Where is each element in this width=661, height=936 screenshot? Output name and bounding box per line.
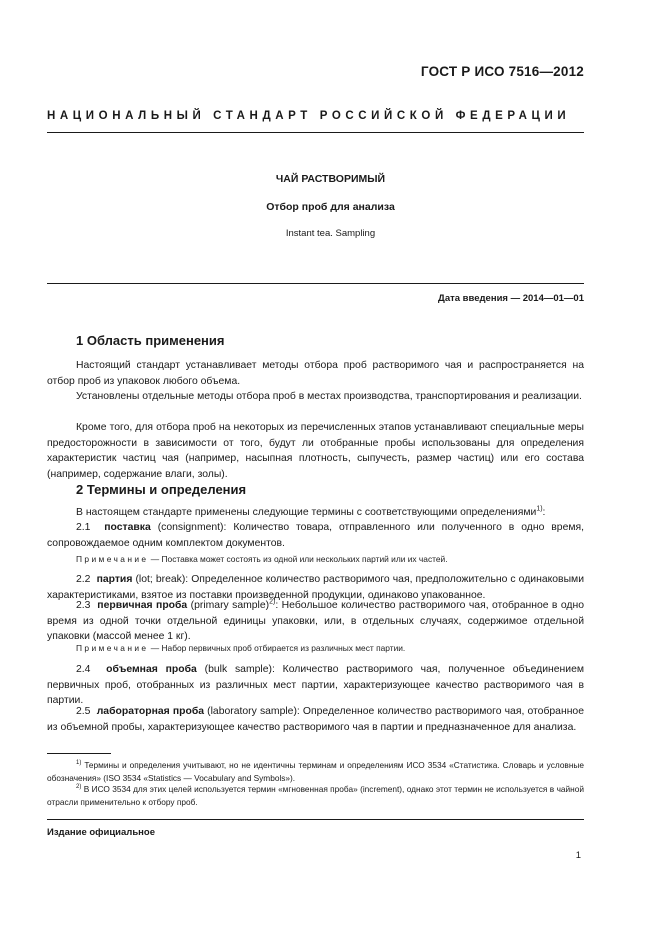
section-1-paragraph-3	[47, 420, 584, 482]
national-standard-banner: НАЦИОНАЛЬНЫЙ СТАНДАРТ РОССИЙСКОЙ ФЕДЕРАЦИИ	[47, 110, 571, 122]
section-2-intro	[47, 505, 584, 521]
document-subtitle: Отбор проб для анализа	[266, 201, 395, 213]
term-english: (primary sample)	[187, 600, 270, 611]
footnote-mark: 1)	[76, 760, 82, 767]
footnote-separator	[47, 753, 111, 754]
term-definition: : Небольшое количество растворимого чая, отобранное в одно время из одной точки отдельной единицы упаковки, или, в отдельных случаях, содержимое отдельной упаковки (массой менее 1 кг).	[47, 600, 585, 642]
note-label: Примечание	[76, 643, 149, 653]
term-definition: (lot; break): Определенное количество растворимого чая, предположительно с одинаковыми характеристиками, взятое из поставки произведенной продукции, одинаково упакованное.	[47, 574, 584, 601]
standard-code: ГОСТ Р ИСО 7516—2012	[420, 64, 584, 79]
english-title: Instant tea. Sampling	[285, 228, 376, 239]
term-number: 2.3	[76, 600, 91, 611]
paragraph-text: Установлены отдельные методы отбора проб в местах производства, транспортирования и реализации.	[76, 391, 582, 402]
footnote-text: В ИСО 3534 для этих целей используется термин «мгновенная проба» (increment), однако этот термин не используется в чайной отрасли применительно к отбору проб.	[47, 784, 584, 807]
footnote-2	[47, 783, 584, 808]
page-number: 1	[575, 850, 581, 861]
intro-colon: :	[542, 507, 546, 518]
note-text: — Поставка может состоять из одной или нескольких партий или их частей.	[148, 554, 448, 564]
document-title: ЧАЙ РАСТВОРИМЫЙ	[275, 173, 386, 185]
note-label: Примечание	[76, 554, 149, 564]
header-rule	[47, 132, 584, 133]
section-2-heading: 2 Термины и определения	[76, 482, 247, 497]
paragraph-text: Кроме того, для отбора проб на некоторых из перечисленных этапов устанавливают специальные меры предосторожности в зависимости от того, будут ли отобранные пробы использованы для определения характеристик частиц чая (например, насыпная плотность, сыпучесть, размер частиц) или его состава (например, содержание влаги, золы).	[47, 422, 584, 480]
term-definition: (laboratory sample): Определенное количество растворимого чая, отобранное из объемной пробы, характеризующее качество растворимого чая в партии и предназначенное для анализа.	[47, 706, 584, 733]
section-1-heading: 1 Область применения	[76, 333, 225, 348]
term-definition: (bulk sample): Количество растворимого чая, полученное объединением первичных проб, отобранных из различных мест партии, характеризующее качество растворимого чая в партии.	[47, 664, 585, 706]
term-2-4	[47, 662, 584, 709]
term-2-1	[47, 520, 584, 551]
footer-rule	[47, 819, 584, 820]
term-name: поставка	[104, 522, 151, 533]
footnote-ref: 2)	[269, 598, 276, 606]
introduction-date: Дата введения — 2014—01—01	[438, 293, 584, 304]
intro-text: В настоящем стандарте применены следующие термины с соответствующими определениями	[76, 507, 537, 518]
footnote-text: Термины и определения учитывают, но не идентичны терминам и определениям ИСО 3534 «Статистика. Словарь и условные обозначения» (ISO 3534 «Statistics — Vocabulary and Symbols»).	[47, 760, 584, 783]
term-definition: (consignment): Количество товара, отправленного или полученного в одно время, сопровождаемое одним комплектом документов.	[47, 522, 584, 549]
footnote-1	[47, 759, 584, 784]
term-2-3	[47, 598, 584, 645]
term-number: 2.1	[76, 522, 91, 533]
section-1-paragraph-2	[47, 389, 584, 405]
paragraph-text: Настоящий стандарт устанавливает методы отбора проб растворимого чая и распространяется на отбор проб из упаковок любого объема.	[47, 360, 584, 387]
title-rule	[47, 283, 584, 284]
term-name: объемная проба	[106, 664, 197, 675]
footnote-mark: 2)	[76, 784, 82, 791]
term-2-5	[47, 704, 584, 735]
term-number: 2.4	[76, 664, 91, 675]
term-number: 2.5	[76, 706, 91, 717]
term-number: 2.2	[76, 574, 91, 585]
term-name: первичная проба	[97, 600, 188, 611]
section-1-paragraph-1	[47, 358, 584, 389]
note-2-3	[76, 642, 584, 655]
note-2-1	[76, 553, 584, 566]
footnote-ref: 1)	[536, 505, 543, 513]
term-name: партия	[96, 574, 133, 585]
note-text: — Набор первичных проб отбирается из различных мест партии.	[148, 643, 406, 653]
official-edition-label: Издание официальное	[47, 827, 155, 838]
term-name: лабораторная проба	[96, 706, 205, 717]
